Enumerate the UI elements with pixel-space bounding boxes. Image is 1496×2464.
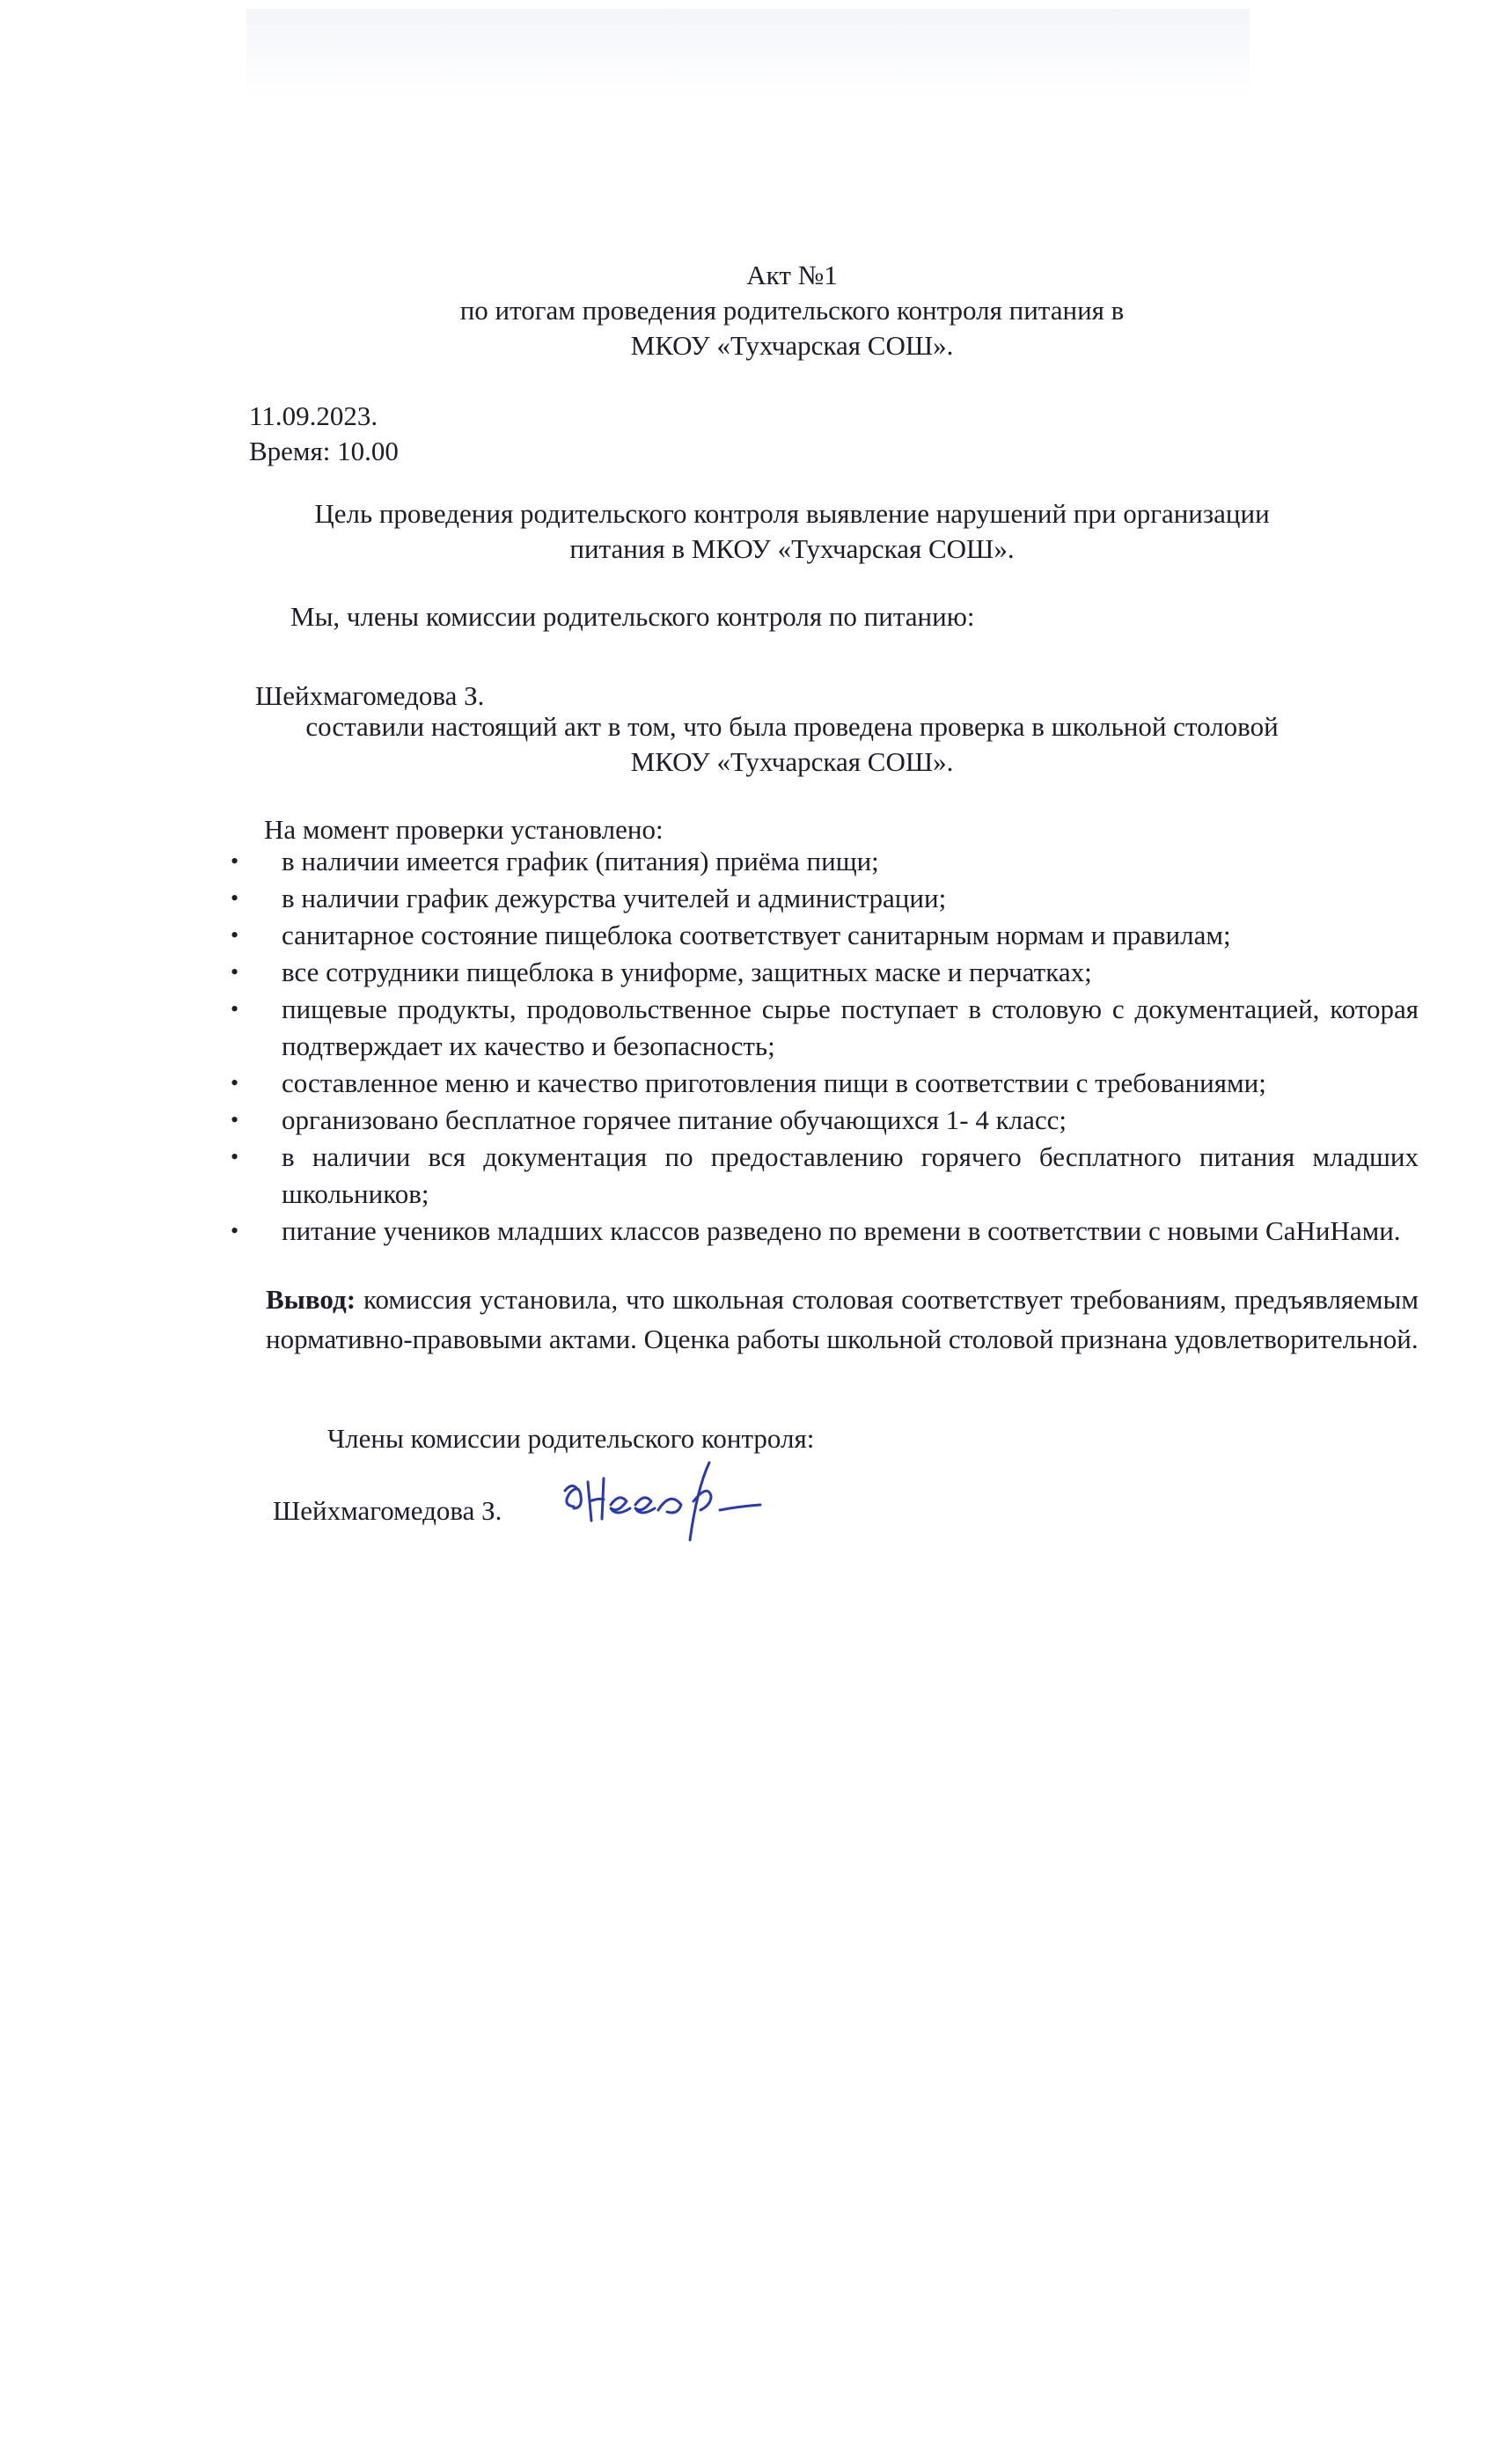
act-statement-line2: МКОУ «Тухчарская СОШ». (630, 746, 954, 777)
act-subtitle-line1: по итогам проведения родительского контроля питания в (459, 295, 1125, 326)
list-item: • питание учеников младших классов разведено по времени в соответствии с новыми СаНиНами. (204, 1213, 1419, 1250)
act-subtitle-line2: МКОУ «Тухчарская СОШ». (630, 330, 954, 361)
findings-intro: На момент проверки установлено: (264, 814, 664, 845)
conclusion-text: комиссия установила, что школьная столовая соответствует требованиям, предъявляемым нормативно-правовыми актами. Оценка работы школьной столовой признана удовлетворительной. (266, 1284, 1419, 1354)
purpose-line2: питания в МКОУ «Тухчарская СОШ». (569, 533, 1015, 564)
list-item: • все сотрудники пищеблока в униформе, защитных маске и перчатках; (204, 954, 1419, 991)
list-item: • в наличии имеется график (питания) приёма пищи; (204, 843, 1419, 880)
act-date: 11.09.2023. (249, 400, 378, 431)
list-item: • составленное меню и качество приготовления пищи в соответствии с требованиями; (204, 1065, 1419, 1102)
act-statement-line1: составили настоящий акт в том, что была проведена проверка в школьной столовой (305, 711, 1279, 742)
handwritten-signature (553, 1452, 817, 1549)
purpose-line1: Цель проведения родительского контроля выявление нарушений при организации (314, 498, 1270, 529)
list-item: • пищевые продукты, продовольственное сырье поступает в столовую с документацией, которая подтверждает их качество и безопасность; (204, 991, 1419, 1065)
list-item: • санитарное состояние пищеблока соответствует санитарным нормам и правилам; (204, 917, 1419, 954)
member-name: Шейхмагомедова З. (255, 680, 485, 711)
act-title: Акт №1 (746, 260, 838, 290)
conclusion-label: Вывод: (266, 1284, 356, 1315)
list-item: • организовано бесплатное горячее питание обучающихся 1- 4 класс; (204, 1102, 1419, 1139)
signatures-heading: Члены комиссии родительского контроля: (327, 1423, 815, 1454)
list-item: • в наличии вся документация по предоставлению горячего бесплатного питания младших школьников; (204, 1139, 1419, 1213)
conclusion-paragraph (266, 1280, 1419, 1359)
act-time: Время: 10.00 (249, 436, 399, 466)
signature-name: Шейхмагомедова З. (273, 1495, 502, 1526)
members-intro: Мы, члены комиссии родительского контроля по питанию: (290, 601, 975, 632)
findings-list (204, 843, 1419, 1250)
list-item: • в наличии график дежурства учителей и администрации; (204, 880, 1419, 917)
